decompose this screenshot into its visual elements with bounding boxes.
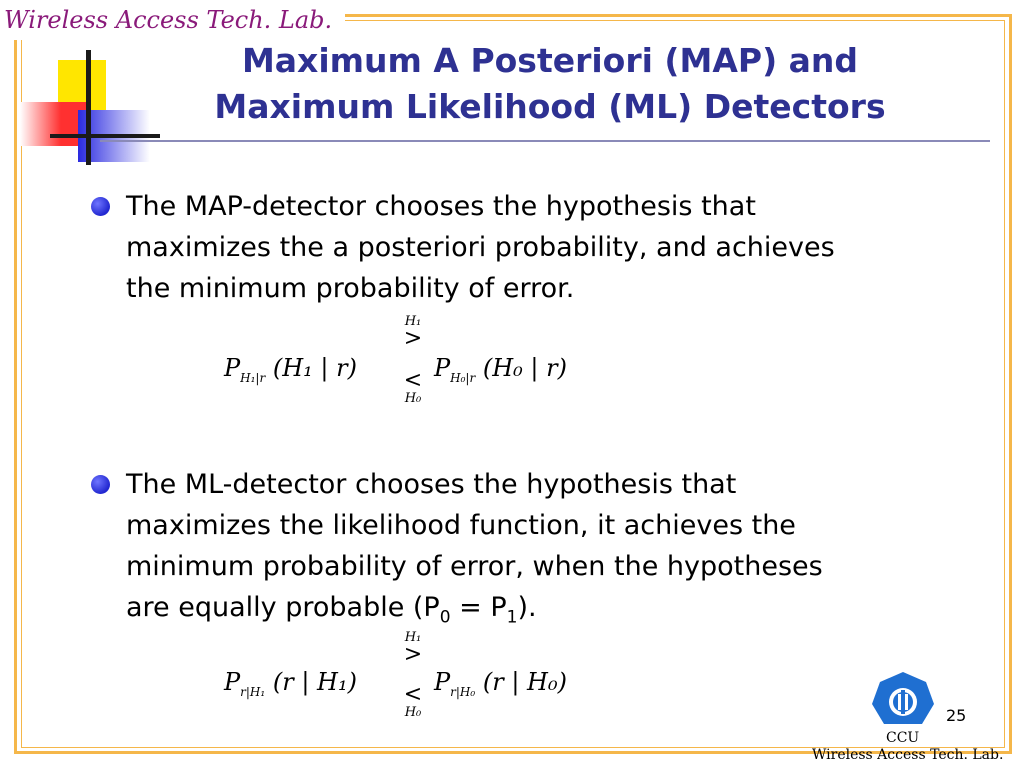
- eq-upper-label: H₁: [404, 630, 422, 645]
- ccu-logo-icon: [868, 670, 938, 730]
- eq-symbol: P: [224, 668, 241, 696]
- bullet-line: maximizes the likelihood function, it achieves the: [126, 510, 796, 541]
- eq-lower-label: H₀: [404, 705, 422, 720]
- eq-subscript: r|H₁: [240, 684, 266, 699]
- bullet-line: maximizes the a posteriori probability, and achieves: [126, 232, 835, 263]
- slide-title: [150, 38, 950, 130]
- bullet-line: minimum probability of error, when the hypotheses: [126, 551, 823, 582]
- subscript: 0: [439, 607, 451, 628]
- footer-org: CCU: [886, 730, 920, 746]
- bullet-text: [126, 464, 968, 638]
- eq-greater: >: [403, 326, 423, 351]
- page-number: 25: [946, 706, 967, 725]
- vertical-bar: [86, 50, 91, 165]
- eq-greater: >: [403, 642, 423, 667]
- horizontal-bar: [50, 134, 160, 138]
- bullet-text-fragment: ).: [517, 592, 537, 623]
- bullet-map: [88, 186, 968, 309]
- eq-less: <: [403, 682, 423, 707]
- eq-lower-label: H₀: [404, 391, 422, 406]
- eq-args: (H₁ | r): [272, 354, 357, 382]
- bullet-text-fragment: = P: [450, 592, 507, 623]
- bullet-line: the minimum probability of error.: [126, 273, 575, 304]
- eq-upper-label: H₁: [404, 314, 422, 329]
- eq-less: <: [403, 368, 423, 393]
- eq-symbol: P: [224, 354, 241, 382]
- bullet-line: The ML-detector chooses the hypothesis that: [126, 469, 737, 500]
- subscript: 1: [506, 607, 518, 628]
- eq-decision: [398, 314, 428, 406]
- bullet-dot-icon: [91, 197, 110, 216]
- lab-header: Wireless Access Tech. Lab.: [4, 6, 333, 34]
- bullet-line: The MAP-detector chooses the hypothesis that: [126, 191, 756, 222]
- bullet-dot-icon: [91, 475, 110, 494]
- title-line-2: Maximum Likelihood (ML) Detectors: [214, 87, 886, 126]
- red-block: [20, 102, 88, 146]
- eq-symbol: P: [434, 668, 451, 696]
- eq-subscript: H₁|r: [240, 370, 266, 385]
- eq-symbol: P: [434, 354, 451, 382]
- eq-args: (r | H₀): [482, 668, 567, 696]
- bullet-line: [126, 587, 968, 638]
- eq-args: (r | H₁): [272, 668, 357, 696]
- eq-args: (H₀ | r): [482, 354, 567, 382]
- bullet-text: [126, 186, 968, 309]
- title-line-1: Maximum A Posteriori (MAP) and: [241, 41, 859, 80]
- title-divider: [100, 140, 990, 142]
- footer-lab: Wireless Access Tech. Lab.: [812, 747, 1004, 763]
- eq-subscript: r|H₀: [450, 684, 476, 699]
- eq-subscript: H₀|r: [450, 370, 476, 385]
- decorative-blocks: [0, 40, 170, 170]
- bullet-ml: [88, 464, 968, 638]
- eq-decision: [398, 630, 428, 720]
- bullet-text-fragment: are equally probable (P: [126, 592, 440, 623]
